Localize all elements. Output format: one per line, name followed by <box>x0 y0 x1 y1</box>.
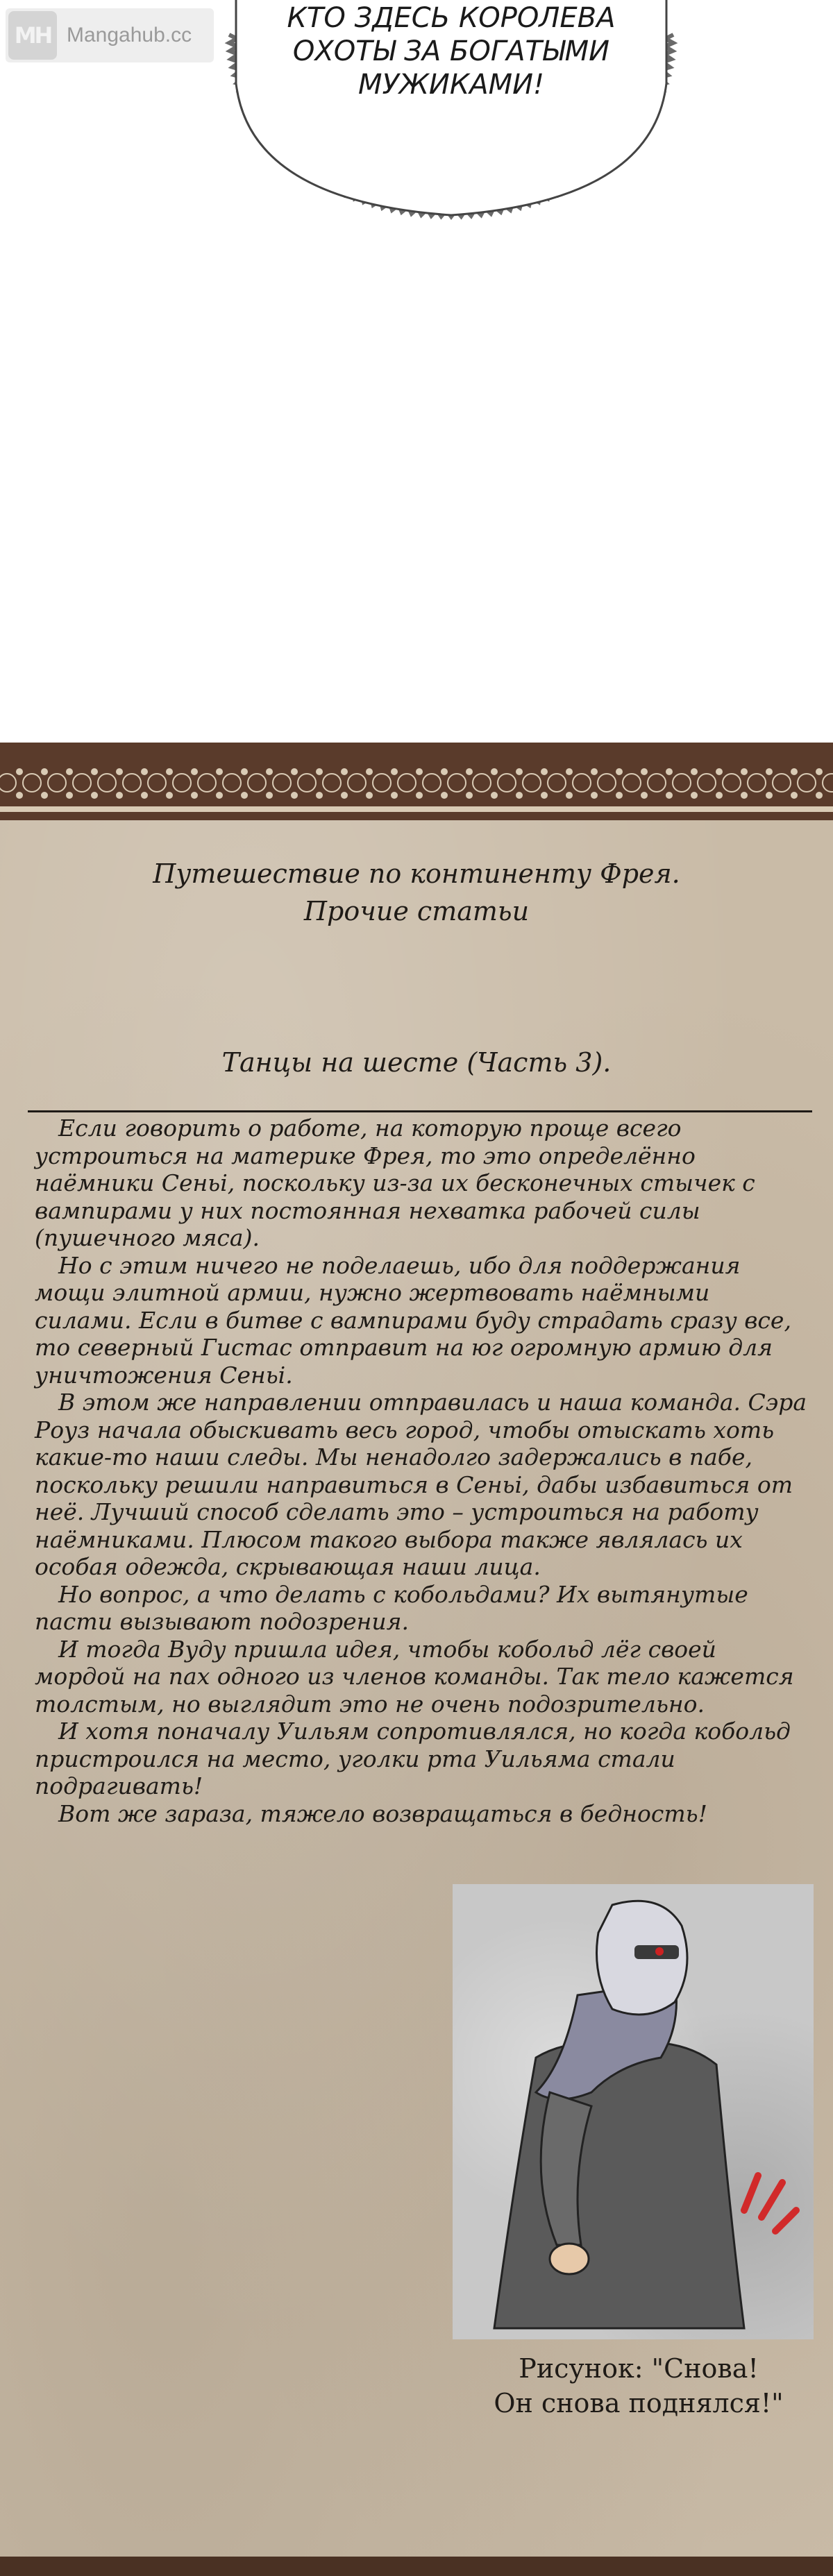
lace-dot <box>566 792 573 799</box>
lace-dot <box>541 792 548 799</box>
lace-dot <box>516 768 523 775</box>
lace-dot <box>291 768 298 775</box>
bubble-text <box>222 0 680 101</box>
figure-drawing <box>453 1884 814 2339</box>
hooded-figure-illustration <box>453 1884 814 2339</box>
lace-dot <box>766 768 773 775</box>
lace-dot <box>641 768 648 775</box>
lace-dot <box>491 792 498 799</box>
lace-border <box>0 756 833 812</box>
paragraph: Но вопрос, а что делать с кобольдами? Их вытянутые пасти вызывают подозрения. <box>35 1580 748 1635</box>
lace-dot <box>491 768 498 775</box>
lace-dot <box>166 792 173 799</box>
lace-dot <box>66 768 73 775</box>
lace-dot <box>591 768 598 775</box>
lace-dot <box>66 792 73 799</box>
lace-dot <box>791 768 798 775</box>
watermark-site: Mangahub.cc <box>67 24 192 46</box>
paragraph: Вот же зараза, тяжело возвращаться в бедность! <box>58 1799 707 1827</box>
paragraph: И хотя поначалу Уильям сопротивлялся, но когда кобольд пристроился на место, уголки рта Уильяма стали подрагивать! <box>35 1718 791 1799</box>
lace-dot <box>141 792 148 799</box>
lace-dot <box>366 792 373 799</box>
lace-dot <box>741 792 748 799</box>
lace-dot <box>416 792 423 799</box>
lace-dot <box>316 768 323 775</box>
section-title <box>0 855 833 930</box>
lace-dot <box>716 768 723 775</box>
lace-dot <box>16 792 23 799</box>
lace-dot <box>591 792 598 799</box>
lace-dot <box>416 768 423 775</box>
section-title-line: Путешествие по континенту Фрея. <box>153 858 680 889</box>
lace-dot <box>241 792 248 799</box>
lace-dot <box>316 792 323 799</box>
lace-dot <box>341 768 348 775</box>
paragraph: Если говорить о работе, на которую проще всего устроиться на материке Фрея, то это определённо наёмники Сеньi, поскольку из-за их бесконечных стычек с вампирами у них постоянная нехватка рабочей силы (пушечного мяса). <box>35 1115 755 1251</box>
lace-dot <box>41 768 48 775</box>
lace-dot <box>616 768 623 775</box>
lace-dot <box>166 768 173 775</box>
lace-dot <box>191 768 198 775</box>
lace-dot <box>741 768 748 775</box>
caption-line: Он снова поднялся!" <box>494 2388 784 2418</box>
lace-dot <box>216 792 223 799</box>
lace-dot <box>116 792 123 799</box>
lace-dot <box>666 792 673 799</box>
paragraph: И тогда Вуду пришла идея, чтобы кобольд лёг своей мордой на пах одного из членов команды. Так тело кажется толстым, но выглядит это не очень подозрительно. <box>35 1635 794 1718</box>
lace-dot <box>616 792 623 799</box>
watermark <box>6 8 214 62</box>
lace-dot <box>816 768 823 775</box>
mangahub-logo-icon: MH <box>8 11 57 60</box>
lace-dot <box>191 792 198 799</box>
lace-dot <box>391 768 398 775</box>
lace-dot <box>141 768 148 775</box>
bubble-line: МУЖИКАМИ! <box>357 69 545 101</box>
lace-dot <box>466 768 473 775</box>
lace-dot <box>816 792 823 799</box>
lace-dot <box>666 768 673 775</box>
lace-dot <box>266 792 273 799</box>
lace-dot <box>366 768 373 775</box>
lace-dot <box>716 792 723 799</box>
lace-dot <box>441 768 448 775</box>
title-divider <box>28 1110 812 1112</box>
lace-dot <box>516 792 523 799</box>
section-title-line: Прочие статьи <box>303 896 530 926</box>
lace-dot <box>91 792 98 799</box>
lace-dot <box>791 792 798 799</box>
lace-dot <box>541 768 548 775</box>
decorative-bottom-band <box>0 2557 833 2576</box>
lace-dot <box>266 768 273 775</box>
lace-dot <box>466 792 473 799</box>
bubble-line: ОХОТЫ ЗА БОГАТЫМИ <box>292 35 610 67</box>
lace-dot <box>441 792 448 799</box>
lace-dot <box>766 792 773 799</box>
lace-dot <box>691 768 698 775</box>
lace-dot <box>216 768 223 775</box>
lace-dot <box>241 768 248 775</box>
article-body <box>35 1115 812 1827</box>
lace-dot <box>16 768 23 775</box>
lace-dot <box>116 768 123 775</box>
paragraph: Но с этим ничего не поделаешь, ибо для поддержания мощи элитной армии, нужно жертвовать наёмными силами. Если в битве с вампирами буду страдать сразу все, то северный Гистас отправит на юг огромную армию для уничтожения Сеньi. <box>35 1251 791 1389</box>
caption-line: Рисунок: "Снова! <box>519 2353 759 2384</box>
lace-dot <box>341 792 348 799</box>
lace-dot <box>91 768 98 775</box>
bubble-line: КТО ЗДЕСЬ КОРОЛЕВА <box>287 2 616 34</box>
figure-caption <box>458 2351 819 2421</box>
lace-dot <box>566 768 573 775</box>
lace-dot <box>391 792 398 799</box>
paragraph: В этом же направлении отправилась и наша команда. Сэра Роуз начала обыскивать весь город, чтобы отыскать хоть какие-то наши следы. Мы ненадолго задержались в пабе, поскольку решили направиться в Сеньi, дабы избавиться от неё. Лучший способ сделать это – устроиться на работу наёмниками. Плюсом такого выбора также являлась их особая одежда, скрывающая наши лица. <box>35 1389 807 1580</box>
lace-dot <box>641 792 648 799</box>
article-title: Танцы на шесте (Часть 3). <box>221 1047 612 1078</box>
lace-dot <box>41 792 48 799</box>
lace-dot <box>691 792 698 799</box>
lace-dot <box>291 792 298 799</box>
